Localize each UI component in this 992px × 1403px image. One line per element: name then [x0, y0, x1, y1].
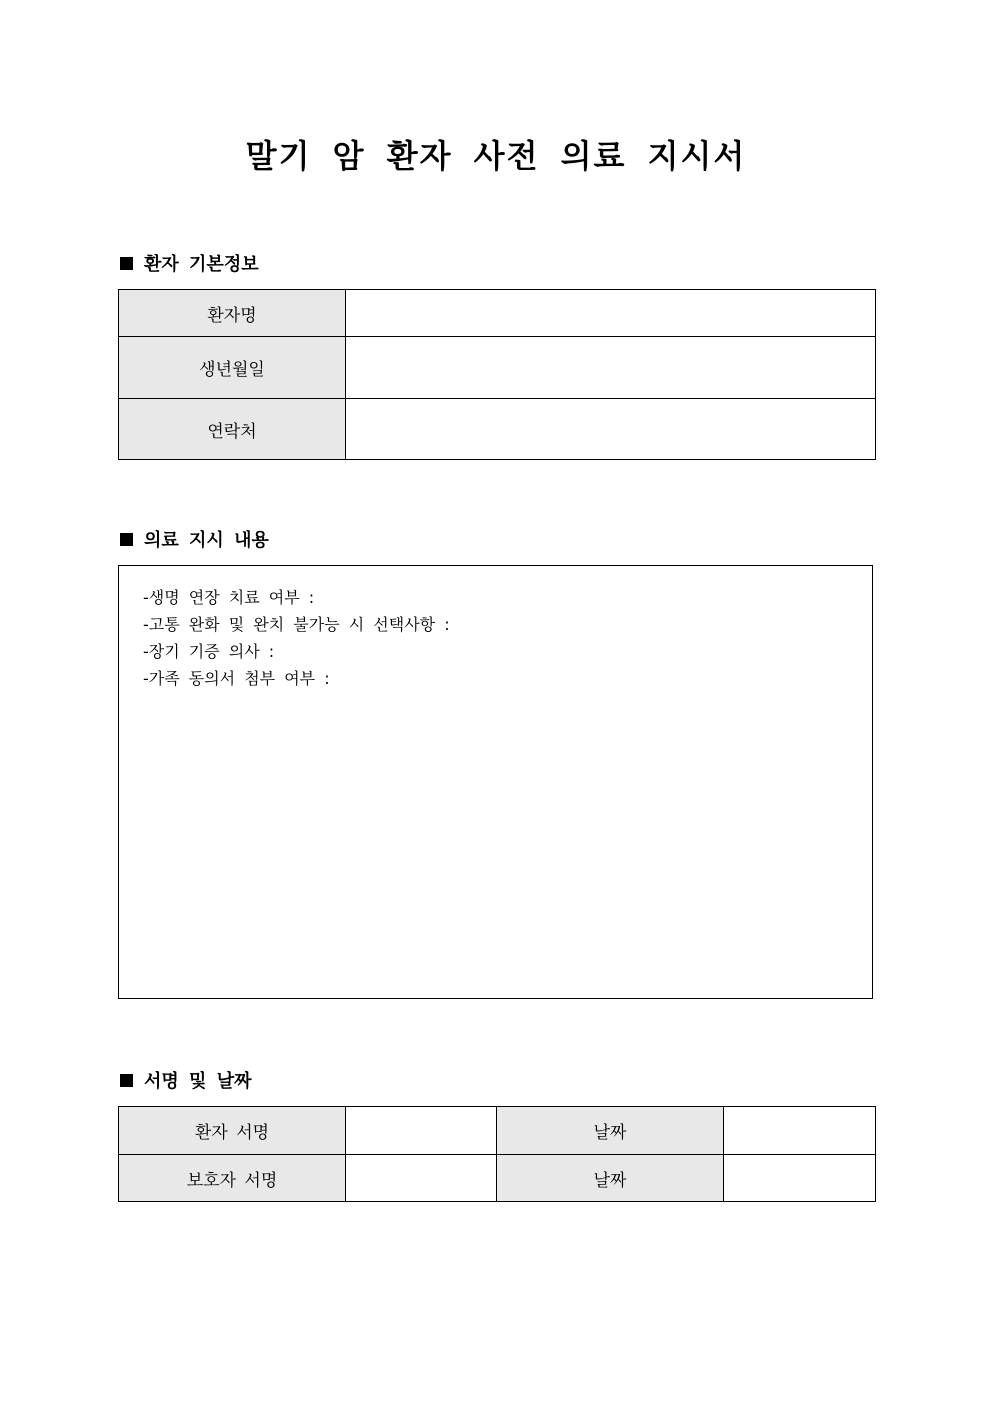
patient-date-field[interactable] [724, 1107, 876, 1155]
patient-info-heading [120, 252, 259, 278]
medical-directive-box[interactable] [118, 565, 873, 999]
signature-heading-text: 서명 및 날짜 [144, 1071, 252, 1092]
patient-info-heading-text: 환자 기본정보 [144, 254, 259, 275]
organ-donation-line: -장기 기증 의사 : [143, 642, 275, 661]
guardian-signature-label: 보호자 서명 [119, 1155, 346, 1202]
contact-label: 연락처 [119, 399, 346, 460]
table-row [119, 1155, 876, 1202]
palliative-care-line: -고통 완화 및 완치 불가능 시 선택사항 : [143, 615, 450, 634]
family-consent-line: -가족 동의서 첨부 여부 : [143, 669, 330, 688]
patient-info-table [118, 289, 876, 460]
patient-name-label: 환자명 [119, 290, 346, 337]
table-row [119, 1107, 876, 1155]
signature-heading [120, 1069, 251, 1095]
table-row [119, 337, 876, 399]
square-bullet-icon [120, 1074, 133, 1087]
table-row [119, 290, 876, 337]
document-title: 말기 암 환자 사전 의료 지시서 [245, 137, 747, 175]
patient-signature-field[interactable] [346, 1107, 497, 1155]
guardian-signature-field[interactable] [346, 1155, 497, 1202]
table-row [119, 399, 876, 460]
square-bullet-icon [120, 257, 133, 270]
patient-signature-label: 환자 서명 [119, 1107, 346, 1155]
medical-directive-heading [120, 528, 269, 554]
guardian-date-label: 날짜 [497, 1155, 724, 1202]
birthdate-field[interactable] [346, 337, 876, 399]
patient-date-label: 날짜 [497, 1107, 724, 1155]
birthdate-label: 생년월일 [119, 337, 346, 399]
square-bullet-icon [120, 533, 133, 546]
life-support-line: -생명 연장 치료 여부 : [143, 588, 315, 607]
contact-field[interactable] [346, 399, 876, 460]
medical-directive-heading-text: 의료 지시 내용 [144, 530, 269, 551]
guardian-date-field[interactable] [724, 1155, 876, 1202]
patient-name-field[interactable] [346, 290, 876, 337]
signature-table [118, 1106, 876, 1202]
